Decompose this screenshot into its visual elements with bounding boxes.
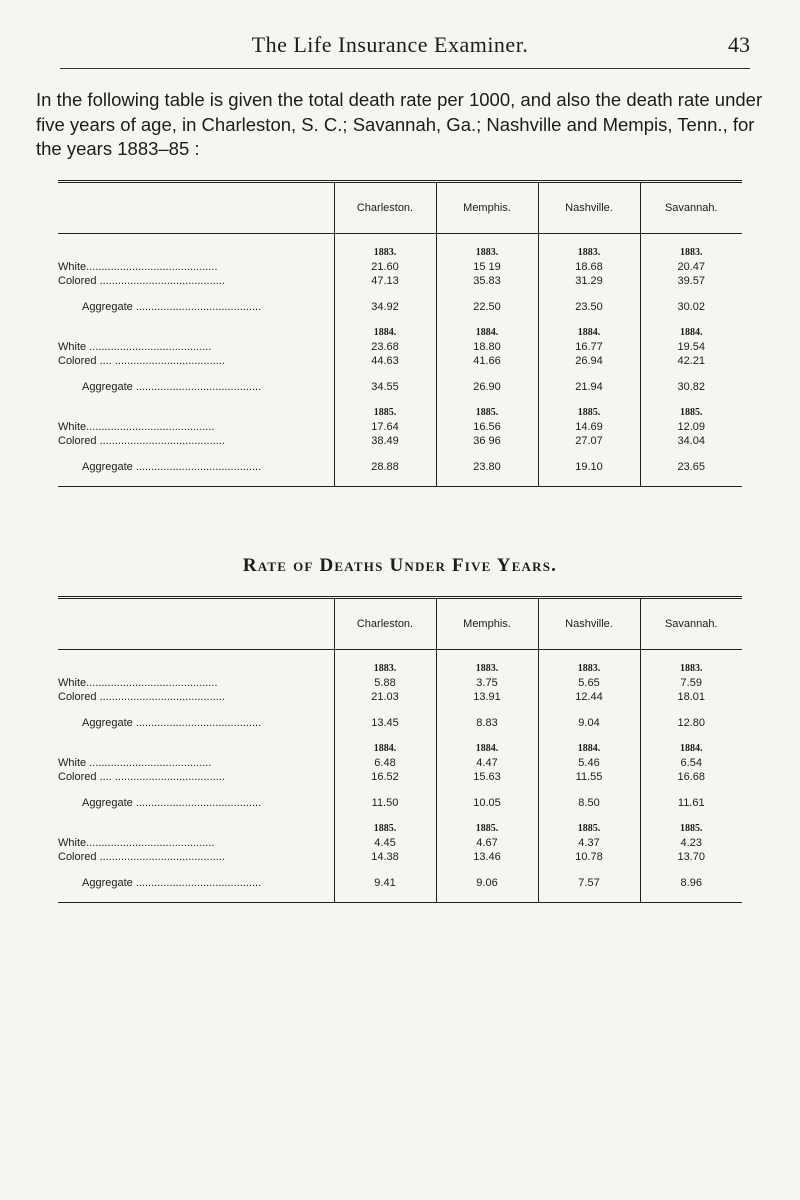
year-cell: 1883. bbox=[538, 246, 640, 260]
table-cell: 21.03 bbox=[334, 690, 436, 704]
row-label-colored: Colored ......................................... bbox=[58, 851, 225, 863]
table-cell: 30.82 bbox=[640, 380, 742, 394]
table-cell: 9.06 bbox=[436, 876, 538, 890]
table-cell: 39.57 bbox=[640, 274, 742, 288]
table-cell: 7.59 bbox=[640, 676, 742, 690]
table-header-row bbox=[58, 182, 742, 234]
row-label-colored: Colored .... .................................... bbox=[58, 355, 225, 367]
row-label-white: White........................................... bbox=[58, 261, 218, 273]
year-row bbox=[58, 326, 742, 340]
col-charleston: Charleston. bbox=[334, 182, 436, 234]
table-cell: 14.38 bbox=[334, 850, 436, 864]
table-cell: 26.90 bbox=[436, 380, 538, 394]
table-cell: 13.46 bbox=[436, 850, 538, 864]
year-cell: 1885. bbox=[334, 822, 436, 836]
table-cell: 28.88 bbox=[334, 460, 436, 474]
intro-paragraph: In the following table is given the total death rate per 1000, and also the death rate under five years of age, in Charleston, S. C.; Savannah, Ga.; Nashville and Mempis, Tenn., for the years 1883–85 : bbox=[36, 89, 763, 159]
year-cell: 1883. bbox=[436, 246, 538, 260]
table-cell: 31.29 bbox=[538, 274, 640, 288]
table-cell: 12.09 bbox=[640, 420, 742, 434]
table-cell: 34.55 bbox=[334, 380, 436, 394]
table-cell: 8.50 bbox=[538, 796, 640, 810]
table-cell: 15.63 bbox=[436, 770, 538, 784]
table-cell: 11.50 bbox=[334, 796, 436, 810]
table-cell: 38.49 bbox=[334, 434, 436, 448]
table-cell: 30.02 bbox=[640, 300, 742, 314]
table-row bbox=[58, 876, 742, 890]
table-row bbox=[58, 716, 742, 730]
year-row bbox=[58, 246, 742, 260]
table-cell: 12.44 bbox=[538, 690, 640, 704]
running-header bbox=[60, 28, 750, 69]
table-cell: 23.68 bbox=[334, 340, 436, 354]
table-cell: 21.60 bbox=[334, 260, 436, 274]
table-cell: 34.04 bbox=[640, 434, 742, 448]
row-label-aggregate: Aggregate ......................................... bbox=[82, 381, 262, 393]
table-cell: 23.50 bbox=[538, 300, 640, 314]
year-cell: 1883. bbox=[640, 662, 742, 676]
col-nashville: Nashville. bbox=[538, 598, 640, 650]
col-savannah: Savannah. bbox=[640, 598, 742, 650]
table-row bbox=[58, 460, 742, 474]
year-row bbox=[58, 742, 742, 756]
row-label-colored: Colored ......................................... bbox=[58, 275, 225, 287]
year-cell: 1884. bbox=[334, 326, 436, 340]
year-cell: 1885. bbox=[538, 822, 640, 836]
section-title: Rate of Deaths Under Five Years. bbox=[242, 555, 558, 576]
table-cell: 22.50 bbox=[436, 300, 538, 314]
page-number: 43 bbox=[728, 32, 750, 57]
table-cell: 4.47 bbox=[436, 756, 538, 770]
table-cell: 42.21 bbox=[640, 354, 742, 368]
table-cell: 7.57 bbox=[538, 876, 640, 890]
table-cell: 23.65 bbox=[640, 460, 742, 474]
table-row bbox=[58, 354, 742, 368]
row-label-colored: Colored ......................................... bbox=[58, 691, 225, 703]
table-row bbox=[58, 850, 742, 864]
table-row bbox=[58, 796, 742, 810]
table-cell: 13.70 bbox=[640, 850, 742, 864]
year-cell: 1883. bbox=[538, 662, 640, 676]
table-cell: 11.55 bbox=[538, 770, 640, 784]
year-cell: 1884. bbox=[436, 742, 538, 756]
table-cell: 4.37 bbox=[538, 836, 640, 850]
under-five-death-rate-table bbox=[58, 596, 742, 903]
total-death-rate-table bbox=[58, 180, 742, 487]
table-row bbox=[58, 770, 742, 784]
table-cell: 19.54 bbox=[640, 340, 742, 354]
table-cell: 10.05 bbox=[436, 796, 538, 810]
table-cell: 18.68 bbox=[538, 260, 640, 274]
table-cell: 8.83 bbox=[436, 716, 538, 730]
table-cell: 21.94 bbox=[538, 380, 640, 394]
table-cell: 4.45 bbox=[334, 836, 436, 850]
table-row bbox=[58, 274, 742, 288]
table-row bbox=[58, 420, 742, 434]
table-row bbox=[58, 260, 742, 274]
year-cell: 1884. bbox=[640, 326, 742, 340]
table-cell: 20.47 bbox=[640, 260, 742, 274]
table-row bbox=[58, 756, 742, 770]
table-cell: 27.07 bbox=[538, 434, 640, 448]
table-cell: 16.77 bbox=[538, 340, 640, 354]
table-cell: 44.63 bbox=[334, 354, 436, 368]
table-cell: 13.45 bbox=[334, 716, 436, 730]
year-cell: 1885. bbox=[538, 406, 640, 420]
table-cell: 5.46 bbox=[538, 756, 640, 770]
table-row bbox=[58, 434, 742, 448]
table-row bbox=[58, 836, 742, 850]
table-cell: 9.04 bbox=[538, 716, 640, 730]
table-cell: 9.41 bbox=[334, 876, 436, 890]
row-label-white: White.......................................... bbox=[58, 837, 215, 849]
table-row bbox=[58, 690, 742, 704]
table-cell: 3.75 bbox=[436, 676, 538, 690]
row-label-white: White........................................... bbox=[58, 677, 218, 689]
year-cell: 1883. bbox=[436, 662, 538, 676]
row-label-white: White.......................................... bbox=[58, 421, 215, 433]
col-savannah: Savannah. bbox=[640, 182, 742, 234]
row-label-aggregate: Aggregate ......................................... bbox=[82, 797, 262, 809]
table-cell: 23.80 bbox=[436, 460, 538, 474]
col-memphis: Memphis. bbox=[436, 598, 538, 650]
table-cell: 11.61 bbox=[640, 796, 742, 810]
row-label-colored: Colored ......................................... bbox=[58, 435, 225, 447]
table-cell: 10.78 bbox=[538, 850, 640, 864]
col-memphis: Memphis. bbox=[436, 182, 538, 234]
table-row bbox=[58, 300, 742, 314]
year-cell: 1884. bbox=[538, 326, 640, 340]
col-charleston: Charleston. bbox=[334, 598, 436, 650]
row-label-aggregate: Aggregate ......................................... bbox=[82, 301, 262, 313]
year-cell: 1883. bbox=[334, 246, 436, 260]
header-blank bbox=[58, 598, 334, 650]
year-cell: 1885. bbox=[436, 406, 538, 420]
header-blank bbox=[58, 182, 334, 234]
year-cell: 1885. bbox=[436, 822, 538, 836]
year-cell: 1884. bbox=[538, 742, 640, 756]
table-cell: 4.67 bbox=[436, 836, 538, 850]
year-cell: 1885. bbox=[640, 406, 742, 420]
year-cell: 1884. bbox=[640, 742, 742, 756]
row-label-aggregate: Aggregate ......................................... bbox=[82, 461, 262, 473]
year-cell: 1883. bbox=[640, 246, 742, 260]
table-cell: 16.68 bbox=[640, 770, 742, 784]
table-row bbox=[58, 340, 742, 354]
table-cell: 13.91 bbox=[436, 690, 538, 704]
running-title: The Life Insurance Examiner. bbox=[251, 32, 529, 57]
row-label-colored: Colored .... .................................... bbox=[58, 771, 225, 783]
year-row bbox=[58, 822, 742, 836]
year-cell: 1884. bbox=[436, 326, 538, 340]
table-row bbox=[58, 676, 742, 690]
row-label-white: White ........................................ bbox=[58, 757, 212, 769]
table-cell: 36 96 bbox=[436, 434, 538, 448]
table-cell: 15 19 bbox=[436, 260, 538, 274]
table-cell: 12.80 bbox=[640, 716, 742, 730]
year-row bbox=[58, 662, 742, 676]
row-label-white: White ........................................ bbox=[58, 341, 212, 353]
table-cell: 19.10 bbox=[538, 460, 640, 474]
table-cell: 6.48 bbox=[334, 756, 436, 770]
table-cell: 47.13 bbox=[334, 274, 436, 288]
table-cell: 16.52 bbox=[334, 770, 436, 784]
year-cell: 1885. bbox=[640, 822, 742, 836]
table-cell: 18.80 bbox=[436, 340, 538, 354]
year-cell: 1883. bbox=[334, 662, 436, 676]
table-row bbox=[58, 380, 742, 394]
col-nashville: Nashville. bbox=[538, 182, 640, 234]
year-cell: 1884. bbox=[334, 742, 436, 756]
table-cell: 41.66 bbox=[436, 354, 538, 368]
table-header-row bbox=[58, 598, 742, 650]
year-row bbox=[58, 406, 742, 420]
table-cell: 5.65 bbox=[538, 676, 640, 690]
table-cell: 26.94 bbox=[538, 354, 640, 368]
table-cell: 14.69 bbox=[538, 420, 640, 434]
table-cell: 6.54 bbox=[640, 756, 742, 770]
row-label-aggregate: Aggregate ......................................... bbox=[82, 877, 262, 889]
table-cell: 18.01 bbox=[640, 690, 742, 704]
table-cell: 4.23 bbox=[640, 836, 742, 850]
table-cell: 17.64 bbox=[334, 420, 436, 434]
table-cell: 34.92 bbox=[334, 300, 436, 314]
table-cell: 16.56 bbox=[436, 420, 538, 434]
table-cell: 8.96 bbox=[640, 876, 742, 890]
year-cell: 1885. bbox=[334, 406, 436, 420]
table-cell: 35.83 bbox=[436, 274, 538, 288]
table-cell: 5.88 bbox=[334, 676, 436, 690]
row-label-aggregate: Aggregate ......................................... bbox=[82, 717, 262, 729]
